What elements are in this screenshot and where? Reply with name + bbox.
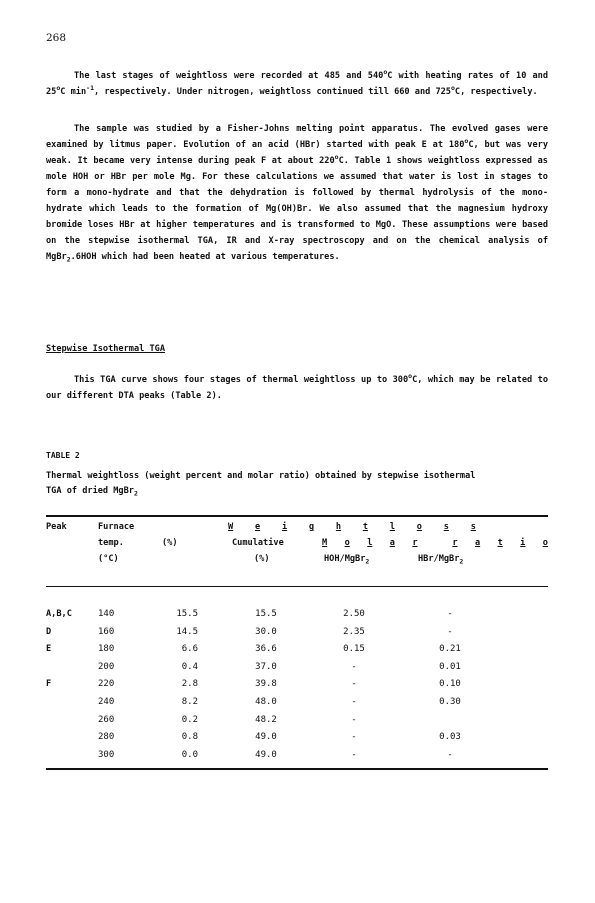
cell-hoh: - [351,697,357,707]
table-header-rule [46,586,548,587]
section-heading: Stepwise Isothermal TGA [46,344,165,354]
cell-hoh: - [351,661,357,672]
header-hbr: HBr/MgBr$_2$ [418,554,464,566]
header-letter: g [308,522,315,532]
cell-cum: 39.8 [255,679,277,690]
cell-cum: 36.6 [255,644,277,655]
table-bottom-rule [46,768,548,770]
header-letter: e [254,522,261,532]
header-letter: l [367,538,373,548]
cell-hbr: - [447,749,453,760]
header-molar-ratio [322,538,548,548]
paragraph-evolved-gases: The sample was studied by a Fisher-Johns melting point apparatus. The evolved gases were examined by litmus paper. Evolution of an acid (HBr) started with peak E at 180$^o$C, but was very weak. It became very intense during peak F at about 220$^o$C. Table 1 shows weightloss expressed as mole HOH or HBr per mole Mg. For these calculations we assumed that water is lost in stages to form a mono-hydrate and that the dehydration is followed by thermal hydrolysis of the mono-hydrate which leads to the formation of Mg(OH)Br. We also assumed that the magnesium hydroxy bromide loses HBr at higher temperatures and is transformed to MgO. These assumptions were based on the stepwise isothermal TGA, IR and X-ray spectroscopy and on the chemical analysis of MgBr$_2$.6HOH which had been heated at various temperatures. [46,124,548,264]
header-letter: r [412,538,418,548]
header-furnace: Furnace [98,522,135,532]
header-letter: l [389,522,395,532]
header-cumulative: Cumulative [232,538,284,548]
cell-pct: 15.5 [176,609,198,619]
header-letter: o [542,538,548,548]
cell-hbr: 0.30 [439,697,461,707]
header-pct: (%) [162,538,178,548]
cell-cum: 30.0 [255,626,277,637]
cell-temp: 140 [98,609,115,619]
paragraph-weightloss-stages: The last stages of weightloss were recorded at 485 and 540$^o$C with heating rates of 10 and 25$^o$C $\min^{-1}$, respectively. Under nitrogen, weightloss continued till 660 and 725$^o$C, respectively. [46,68,549,97]
cell-pct: 6.6 [181,644,198,655]
header-letter: M [322,538,328,548]
cell-peak: D [46,626,52,637]
cell-hbr: 0.21 [439,644,461,655]
header-temp: temp. [98,538,124,548]
cell-hbr: 0.03 [439,732,461,743]
header-letter: i [520,538,526,548]
header-temp-unit: (°C) [98,554,119,564]
cell-pct: 0.4 [181,661,198,672]
cell-cum: 49.0 [255,749,277,760]
cell-temp: 260 [98,714,115,725]
cell-cum: 15.5 [255,609,277,619]
cell-temp: 200 [98,661,115,672]
cell-peak: F [46,679,52,690]
cell-hoh: - [351,679,357,690]
header-letter: t [362,522,369,532]
cell-hbr: 0.10 [439,679,461,690]
cell-temp: 220 [98,679,115,690]
header-letter: r [452,538,458,548]
cell-pct: 0.0 [181,749,198,760]
header-cumulative-unit: (%) [254,554,270,564]
cell-peak: A,B,C [46,609,72,619]
cell-cum: 49.0 [255,732,277,743]
cell-hbr: - [447,626,453,637]
cell-peak: E [46,644,52,655]
header-letter: o [344,538,350,548]
header-letter: t [497,538,503,548]
cell-hoh: - [351,732,357,743]
cell-hoh: - [351,749,357,760]
cell-pct: 0.8 [181,732,198,743]
cell-temp: 160 [98,626,115,637]
cell-temp: 280 [98,732,115,743]
header-peak: Peak [46,522,67,532]
cell-temp: 300 [98,749,115,760]
cell-hoh: 2.35 [343,626,365,637]
cell-hoh: 0.15 [343,644,365,655]
header-weightloss [228,522,476,532]
table-label: TABLE 2 [46,451,80,460]
header-letter: a [474,538,481,548]
table-top-rule [46,515,548,517]
cell-temp: 240 [98,697,115,707]
header-letter: s [470,522,476,532]
page-number: 268 [46,32,67,44]
header-letter: o [416,522,422,532]
cell-cum: 48.2 [255,714,277,725]
cell-cum: 37.0 [255,661,277,672]
cell-pct: 8.2 [181,697,198,707]
cell-pct: 0.2 [181,714,198,725]
header-letter: i [281,522,288,532]
header-hoh: HOH/MgBr$_2$ [324,554,370,566]
cell-cum: 48.0 [255,697,277,707]
paragraph-tga-curve: This TGA curve shows four stages of thermal weightloss up to 300$^o$C, which may be related to our different DTA peaks (Table 2). [46,372,548,401]
cell-pct: 14.5 [176,626,198,637]
cell-hbr: - [447,609,453,619]
header-letter: a [389,538,395,548]
cell-pct: 2.8 [181,679,198,690]
header-letter: s [443,522,449,532]
cell-hbr: 0.01 [439,661,461,672]
cell-temp: 180 [98,644,115,655]
cell-hoh: - [351,714,357,725]
table-caption: Thermal weightloss (weight percent and molar ratio) obtained by stepwise isothermal TGA of dried MgBr$_2$ [46,471,476,498]
header-letter: h [335,522,342,532]
cell-hoh: 2.50 [343,609,365,619]
header-letter: W [228,522,234,532]
